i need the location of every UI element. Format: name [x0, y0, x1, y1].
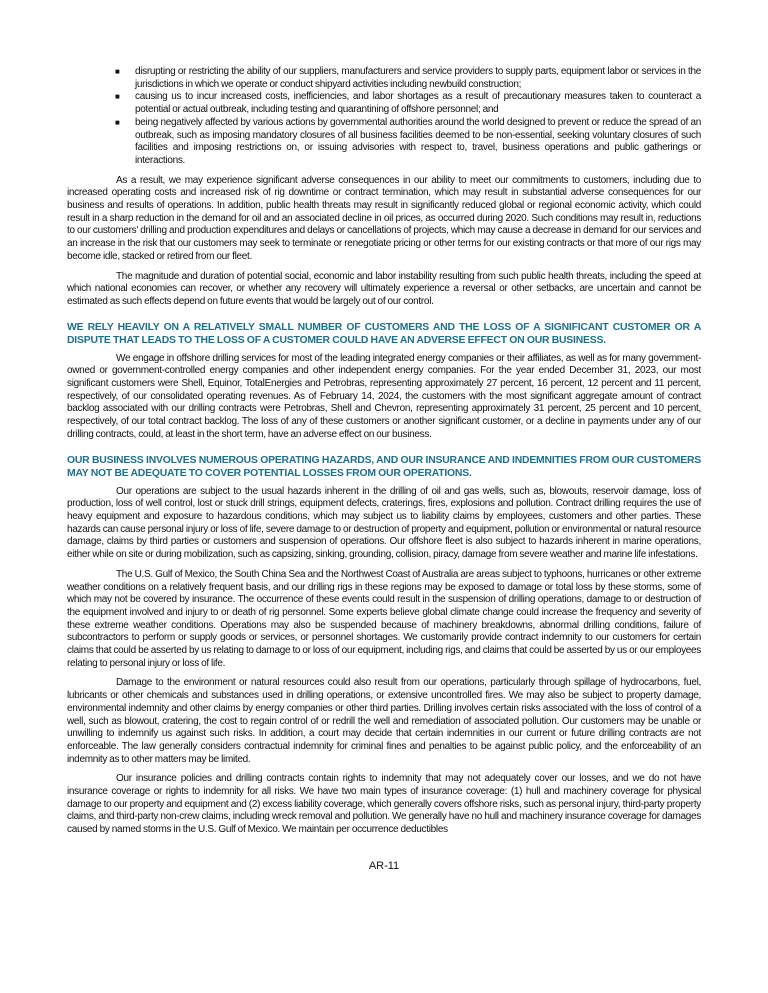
bullet-text: causing us to incur increased costs, inefficiencies, and labor shortages as a result of precautionary measures taken to counteract a potential or actual outbreak, including testing and quarantining of offshore personnel; and [135, 91, 701, 116]
square-bullet-icon: ■ [115, 117, 120, 127]
paragraph: As a result, we may experience significant adverse consequences in our ability to meet our commitments to customers, including due to increased operating costs and increased risk of rig downtime or contract termination, which may result in substantial adverse consequences for our business and results of operations. In addition, public health threats may result in significantly reduced global or regional economic activity, which could result in a sharp reduction in the demand for oil and an associated decline in oil prices, as occurred during 2020. Such conditions may result in, reductions to our customers' drilling and production expenditures and delays or cancellations of projects, which may cause a decrease in demand for our services and an increase in the risk that our customers may seek to terminate or renegotiate pricing or other terms for our existing contracts or that more of our rigs may become idle, stacked or retired from our fleet. [67, 174, 701, 262]
bullet-list [115, 66, 701, 168]
paragraph: Damage to the environment or natural resources could also result from our operations, particularly through spillage of hydrocarbons, fuel, lubricants or other chemicals and substances used in drilling operations, or extensive uncontrolled fires. We may also be subject to property damage, environmental indemnity and other claims by energy companies or other third parties. Drilling involves certain risks associated with the loss of control of a well, such as blowout, cratering, the cost to regain control of or redrill the well and remediation of associated pollution. Our customers may be unable or unwilling to indemnify us against such risks. In addition, a court may decide that certain indemnities in our current or future drilling contracts are not enforceable. The law generally considers contractual indemnity for criminal fines and penalties to be against public policy, and the enforceability of an indemnity as to other matters may be limited. [67, 677, 701, 765]
paragraph: The magnitude and duration of potential social, economic and labor instability resulting from such public health threats, including the speed at which national economies can recover, or whether any recovery will ultimately experience a reversal or other setbacks, are uncertain and cannot be estimated as such effects depend on future events that would be largely out of our control. [67, 270, 701, 307]
bullet-item [115, 117, 701, 168]
section-heading: WE RELY HEAVILY ON A RELATIVELY SMALL NUMBER OF CUSTOMERS AND THE LOSS OF A SIGNIFICANT CUSTOMER OR A DISPUTE THAT LEADS TO THE LOSS OF A CUSTOMER COULD HAVE AN ADVERSE EFFECT ON OUR BUSINESS. [67, 321, 701, 346]
square-bullet-icon: ■ [115, 67, 120, 76]
section-heading: OUR BUSINESS INVOLVES NUMEROUS OPERATING HAZARDS, AND OUR INSURANCE AND INDEMNITIES FROM OUR CUSTOMERS MAY NOT BE ADEQUATE TO COVER POTENTIAL LOSSES FROM OUR OPERATIONS. [67, 454, 701, 479]
square-bullet-icon: ■ [115, 92, 120, 102]
paragraph: We engage in offshore drilling services for most of the leading integrated energy companies or their affiliates, as well as for many government-owned or government-controlled energy companies and other independent energy companies. For the year ended December 31, 2023, our most significant customers were Shell, Equinor, TotalEnergies and Petrobras, representing approximately 27 percent, 16 percent, 12 percent and 11 percent, respectively, of our consolidated operating revenues. As of February 14, 2024, the customers with the most significant aggregate amount of contract backlog associated with our drilling contracts were Petrobras, Shell and Chevron, representing approximately 31 percent, 25 percent and 10 percent, respectively, of our total contract backlog. The loss of any of these customers or another significant customer, or a decline in payments under any of our drilling contracts, could, at least in the short term, have an adverse effect on our business. [67, 352, 701, 440]
paragraph: Our operations are subject to the usual hazards inherent in the drilling of oil and gas wells, such as, blowouts, reservoir damage, loss of production, loss of well control, lost or stuck drill strings, equipment defects, craterings, fires, explosions and pollution. Contract drilling requires the use of heavy equipment and exposure to hazardous conditions, which may subject us to liability claims by employees, customers and other parties. These hazards can cause personal injury or loss of life, severe damage to or destruction of property and equipment, pollution or environmental or natural resource damage, claims by third parties or customers and suspension of operations. Our offshore fleet is also subject to hazards inherent in marine operations, either while on site or during mobilization, such as capsizing, sinking, grounding, collision, piracy, damage from severe weather and marine life infestations. [67, 485, 701, 561]
bullet-text: being negatively affected by various actions by governmental authorities around the world designed to prevent or reduce the spread of an outbreak, such as imposing mandatory closures of all business facilities deemed to be non-essential, seeking voluntary closures of such facilities and imposing restrictions on, or issuing advisories with respect to, travel, business operations and public gatherings or interactions. [135, 116, 701, 166]
paragraph: Our insurance policies and drilling contracts contain rights to indemnity that may not adequately cover our losses, and we do not have insurance coverage or rights to indemnity for all risks. We have two main types of insurance coverage: (1) hull and machinery coverage for physical damage to our property and equipment and (2) excess liability coverage, which generally covers offshore risks, such as personal injury, third-party property claims, and third-party non-crew claims, including wreck removal and pollution. We generally have no hull and machinery insurance coverage for damages caused by named storms in the U.S. Gulf of Mexico. We maintain per occurrence deductibles [67, 773, 701, 836]
page-number: AR-11 [368, 859, 400, 872]
bullet-item [115, 66, 701, 91]
bullet-item [115, 91, 701, 116]
bullet-text: disrupting or restricting the ability of our suppliers, manufacturers and service providers to supply parts, equipment labor or services in the jurisdictions in which we operate or conduct shipyard activities including newbuild construction; [135, 66, 701, 90]
paragraph: The U.S. Gulf of Mexico, the South China Sea and the Northwest Coast of Australia are areas subject to typhoons, hurricanes or other extreme weather conditions on a relatively frequent basis, and our drilling rigs in these regions may be exposed to damage or total loss by these storms, some of which may not be covered by insurance. The occurrence of these events could result in the suspension of drilling operations, damage to or destruction of the equipment involved and injury to or death of rig personnel. Some experts believe global climate change could increase the frequency and severity of these extreme weather conditions. Operations may also be suspended because of machinery breakdowns, abnormal drilling conditions, failure of subcontractors to perform or supply goods or services, or personnel shortages. We customarily provide contract indemnity to our customers for certain claims that could be asserted by us relating to damage to or loss of our equipment, including rigs, and claims that could be asserted by us or our employees relating to personal injury or loss of life. [67, 568, 701, 669]
